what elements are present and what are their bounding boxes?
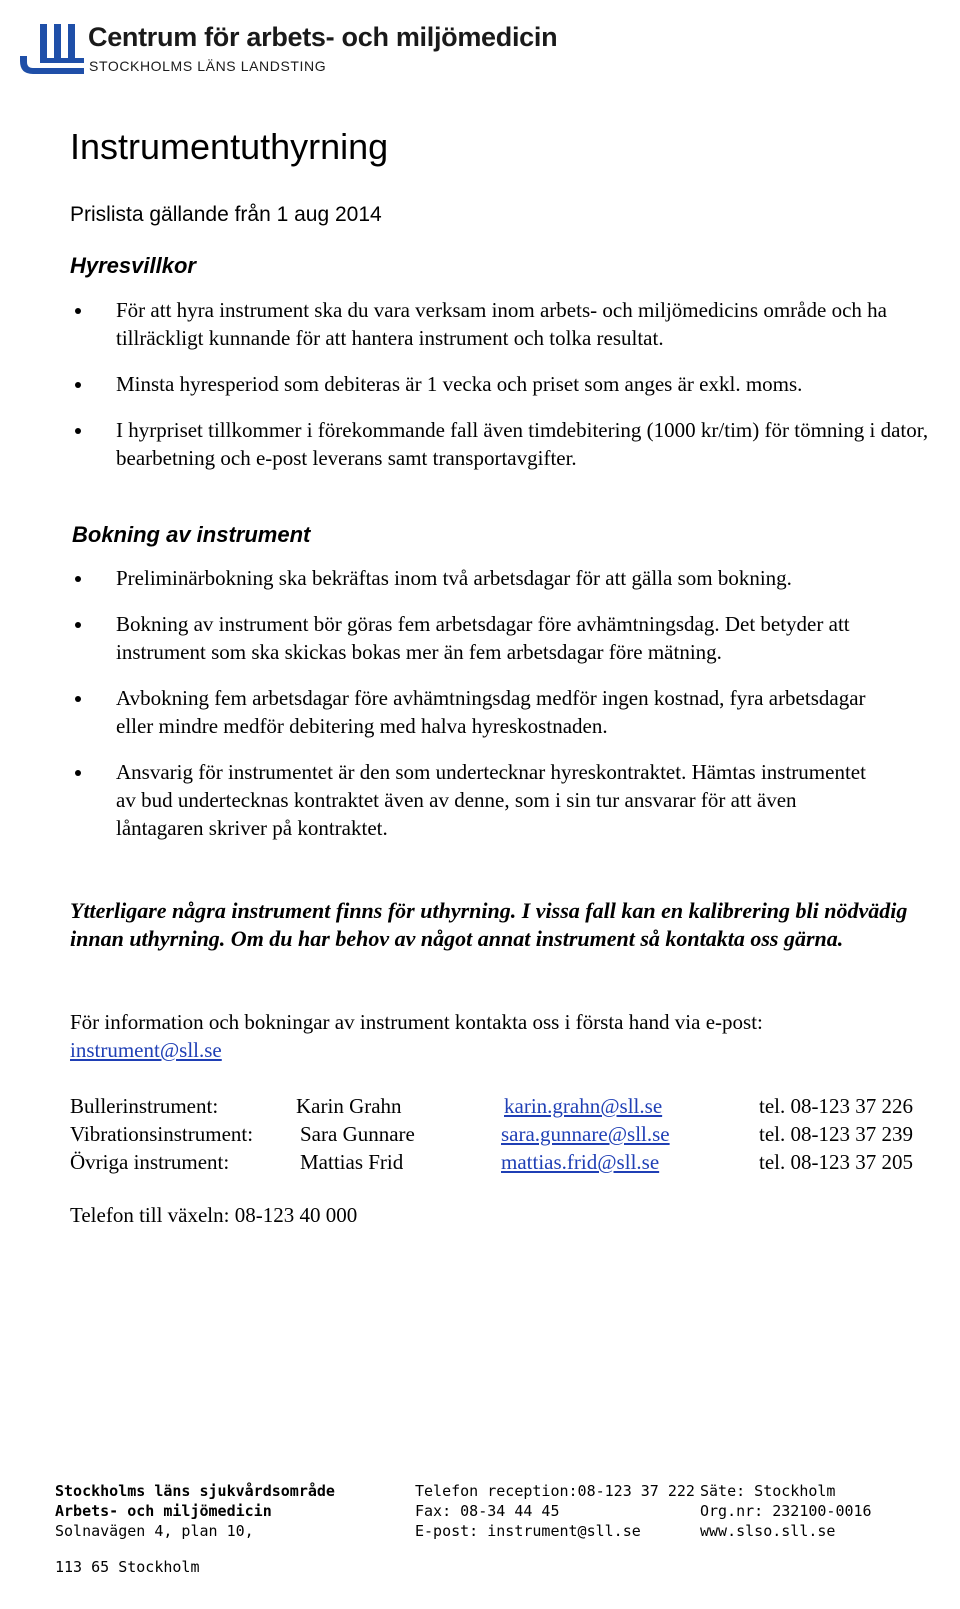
contact-info [70, 1008, 930, 1064]
contact-category: Övriga instrument: [70, 1150, 230, 1174]
contact-row [70, 1148, 950, 1176]
bullet-icon [75, 382, 81, 388]
org-name: Centrum för arbets- och miljömedicin [88, 22, 558, 52]
section-heading-bokning: Bokning av instrument [72, 522, 311, 547]
price-list-subtitle: Prislista gällande från 1 aug 2014 [70, 203, 382, 226]
footer-org [700, 1481, 872, 1541]
contact-email-link[interactable]: sara.gunnare@sll.se [501, 1122, 670, 1146]
instrument-email-link[interactable]: instrument@sll.se [70, 1038, 222, 1062]
footer-contact [415, 1481, 695, 1541]
contact-phone: tel. 08-123 37 226 [759, 1094, 913, 1118]
contact-email-link[interactable]: karin.grahn@sll.se [504, 1094, 663, 1118]
contacts-table [70, 1092, 950, 1176]
contact-phone: tel. 08-123 37 205 [759, 1150, 913, 1174]
contact-name: Mattias Frid [300, 1150, 404, 1174]
list-item: Ansvarig för instrumentet är den som undertecknar hyreskontraktet. Hämtas instrumentet av bud undertecknas kontraktet även av denne, som i sin tur ansvarar för att även låntagaren skriver på kontraktet. [70, 758, 930, 842]
contact-name: Karin Grahn [296, 1094, 402, 1118]
list-item: För att hyra instrument ska du vara verksam inom arbets- och miljömedicins område och ha tillräckligt kunnande för att hantera instrument och tolka resultat. [70, 296, 930, 352]
footer-line: Stockholms läns sjukvårdsområde [55, 1482, 335, 1500]
footer-line: Org.nr: 232100-0016 [700, 1502, 872, 1520]
section-heading-hyresvillkor: Hyresvillkor [70, 253, 196, 278]
contact-name: Sara Gunnare [300, 1122, 415, 1146]
contact-email-link[interactable]: mattias.frid@sll.se [501, 1150, 660, 1174]
list-item: Preliminärbokning ska bekräftas inom två arbetsdagar för att gälla som bokning. [70, 564, 930, 592]
footer-address [55, 1481, 335, 1577]
contact-info-text: För information och bokningar av instrument kontakta oss i första hand via e-post: [70, 1010, 763, 1034]
footer-line: Solnavägen 4, plan 10, [55, 1522, 254, 1540]
footer-line: E-post: instrument@sll.se [415, 1522, 641, 1540]
list-item: I hyrpriset tillkommer i förekommande fall även timdebitering (1000 kr/tim) för tömning i dator, bearbetning och e-post leverans samt transportavgifter. [70, 416, 930, 472]
bullet-icon [75, 428, 81, 434]
bullet-icon [75, 622, 81, 628]
switchboard-phone: Telefon till växeln: 08-123 40 000 [70, 1203, 358, 1227]
bullet-icon [75, 696, 81, 702]
footer-line: Fax: 08-34 44 45 [415, 1502, 560, 1520]
list-item: Minsta hyresperiod som debiteras är 1 vecka och priset som anges är exkl. moms. [70, 370, 930, 398]
footer-line: www.slso.sll.se [700, 1522, 836, 1540]
list-item: Bokning av instrument bör göras fem arbetsdagar före avhämtningsdag. Det betyder att instrument som ska skickas bokas mer än fem arbetsdagar före mätning. [70, 610, 930, 666]
contact-category: Vibrationsinstrument: [70, 1122, 254, 1146]
hyresvillkor-list [70, 296, 930, 490]
bokning-list [70, 564, 930, 860]
logo-mark [20, 22, 84, 78]
footer-line: Telefon reception:08-123 37 222 [415, 1482, 695, 1500]
footer-line: Säte: Stockholm [700, 1482, 836, 1500]
contact-category: Bullerinstrument: [70, 1094, 219, 1118]
additional-instruments-note: Ytterligare några instrument finns för uthyrning. I vissa fall kan en kalibrering bli nödvädig innan uthyrning. Om du har behov av något annat instrument så kontakta oss gärna. [70, 898, 908, 951]
contact-row [70, 1092, 950, 1120]
footer-line: 113 65 Stockholm [55, 1558, 200, 1576]
contact-phone: tel. 08-123 37 239 [759, 1122, 913, 1146]
contact-row [70, 1120, 950, 1148]
footer-line: Arbets- och miljömedicin [55, 1502, 272, 1520]
bullet-icon [75, 576, 81, 582]
bullet-icon [75, 308, 81, 314]
bullet-icon [75, 770, 81, 776]
page-title: Instrumentuthyrning [70, 126, 389, 167]
org-subtitle: STOCKHOLMS LÄNS LANDSTING [89, 58, 327, 74]
list-item: Avbokning fem arbetsdagar före avhämtningsdag medför ingen kostnad, fyra arbetsdagar eller mindre medför debitering med halva hyreskostnaden. [70, 684, 930, 740]
